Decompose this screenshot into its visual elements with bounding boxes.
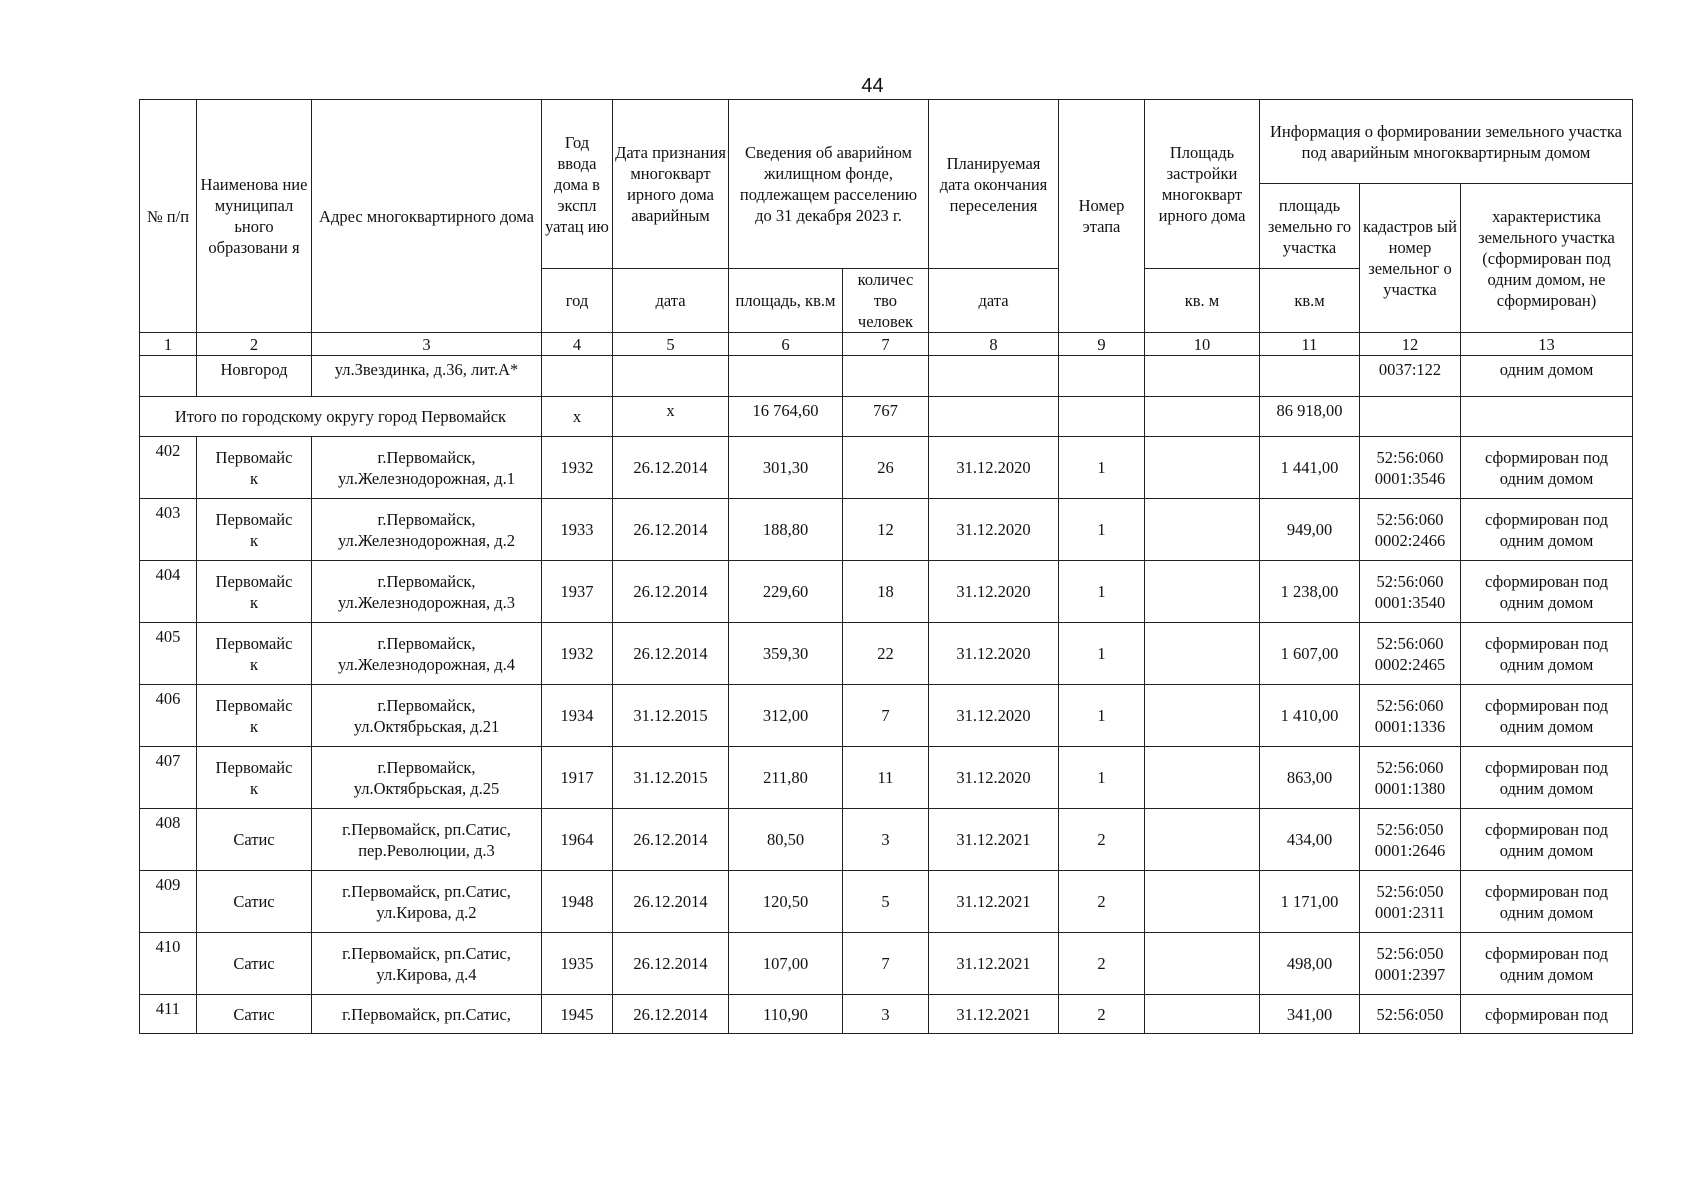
cell-characteristic: одним домом bbox=[1461, 356, 1633, 397]
cell-people: 5 bbox=[843, 871, 929, 933]
cell-date: 26.12.2014 bbox=[613, 809, 729, 871]
cell-municipality: Сатис bbox=[197, 809, 312, 871]
cell-date: 26.12.2014 bbox=[613, 995, 729, 1034]
cell-built-area bbox=[1145, 499, 1260, 561]
header-cell: кадастров ый номер земельног о участка bbox=[1360, 184, 1461, 333]
cell-year: 1935 bbox=[542, 933, 613, 995]
cell-date: 26.12.2014 bbox=[613, 623, 729, 685]
column-number: 3 bbox=[312, 333, 542, 356]
cell-number: 402 bbox=[140, 437, 197, 499]
cell-address: г.Первомайск, ул.Железнодорожная, д.1 bbox=[312, 437, 542, 499]
housing-register-table bbox=[139, 99, 1633, 1034]
total-label: Итого по городскому округу город Первомайск bbox=[140, 397, 542, 437]
header-cell: Информация о формировании земельного участка под аварийным многоквартирным домом bbox=[1260, 100, 1633, 184]
cell-land-area: 341,00 bbox=[1260, 995, 1360, 1034]
cell-planned-date: 31.12.2020 bbox=[929, 685, 1059, 747]
cell-characteristic: сформирован под bbox=[1461, 995, 1633, 1034]
cell-municipality: Первомайс к bbox=[197, 561, 312, 623]
cell bbox=[1059, 397, 1145, 437]
cell-address: г.Первомайск, ул.Октябрьская, д.21 bbox=[312, 685, 542, 747]
cell-area: 211,80 bbox=[729, 747, 843, 809]
cell-area: 301,30 bbox=[729, 437, 843, 499]
cell-year: 1964 bbox=[542, 809, 613, 871]
cell-address: г.Первомайск, ул.Железнодорожная, д.2 bbox=[312, 499, 542, 561]
cell-municipality: Первомайс к bbox=[197, 685, 312, 747]
table-row bbox=[140, 685, 1633, 747]
cell-area: 229,60 bbox=[729, 561, 843, 623]
cell-characteristic: сформирован под одним домом bbox=[1461, 747, 1633, 809]
cell-land-area: 1 410,00 bbox=[1260, 685, 1360, 747]
cell-area: 188,80 bbox=[729, 499, 843, 561]
cell-cadastral: 52:56:060 0002:2466 bbox=[1360, 499, 1461, 561]
carry-over-row bbox=[140, 356, 1633, 397]
cell-characteristic: сформирован под одним домом bbox=[1461, 561, 1633, 623]
header-unit: количес тво человек bbox=[843, 269, 929, 333]
cell-planned-date: 31.12.2020 bbox=[929, 747, 1059, 809]
table-row bbox=[140, 871, 1633, 933]
cell bbox=[1360, 397, 1461, 437]
table-row bbox=[140, 499, 1633, 561]
cell-year: 1933 bbox=[542, 499, 613, 561]
table-row bbox=[140, 747, 1633, 809]
cell-cadastral: 52:56:060 0001:3540 bbox=[1360, 561, 1461, 623]
table-row bbox=[140, 561, 1633, 623]
table-row bbox=[140, 623, 1633, 685]
cell-area: 107,00 bbox=[729, 933, 843, 995]
cell-area: 359,30 bbox=[729, 623, 843, 685]
cell bbox=[1461, 397, 1633, 437]
cell-people: 3 bbox=[843, 995, 929, 1034]
cell-municipality: Сатис bbox=[197, 995, 312, 1034]
cell-date: 31.12.2015 bbox=[613, 747, 729, 809]
cell-municipality: Первомайс к bbox=[197, 747, 312, 809]
cell-people: 7 bbox=[843, 685, 929, 747]
cell-area: 110,90 bbox=[729, 995, 843, 1034]
header-cell: площадь земельно го участка bbox=[1260, 184, 1360, 269]
header-unit: год bbox=[542, 269, 613, 333]
cell-planned-date: 31.12.2021 bbox=[929, 871, 1059, 933]
cell-date: 31.12.2015 bbox=[613, 685, 729, 747]
cell bbox=[1145, 356, 1260, 397]
header-unit: площадь, кв.м bbox=[729, 269, 843, 333]
cell-number: 406 bbox=[140, 685, 197, 747]
cell-planned-date: 31.12.2020 bbox=[929, 499, 1059, 561]
cell-number: 404 bbox=[140, 561, 197, 623]
cell-built-area bbox=[1145, 685, 1260, 747]
cell bbox=[1260, 356, 1360, 397]
cell-land-area: 1 441,00 bbox=[1260, 437, 1360, 499]
cell-area: 312,00 bbox=[729, 685, 843, 747]
cell-year: 1937 bbox=[542, 561, 613, 623]
cell bbox=[729, 356, 843, 397]
cell-year: 1948 bbox=[542, 871, 613, 933]
table-row bbox=[140, 933, 1633, 995]
cell-date: 26.12.2014 bbox=[613, 437, 729, 499]
total-area: 16 764,60 bbox=[729, 397, 843, 437]
column-number: 1 bbox=[140, 333, 197, 356]
cell-stage: 1 bbox=[1059, 623, 1145, 685]
cell-number: 408 bbox=[140, 809, 197, 871]
table-body bbox=[140, 437, 1633, 1034]
cell bbox=[542, 356, 613, 397]
column-number: 8 bbox=[929, 333, 1059, 356]
cell-municipality: Первомайс к bbox=[197, 623, 312, 685]
cell-land-area: 1 171,00 bbox=[1260, 871, 1360, 933]
cell-number: 409 bbox=[140, 871, 197, 933]
cell-cadastral: 52:56:050 0001:2311 bbox=[1360, 871, 1461, 933]
cell-address: г.Первомайск, ул.Октябрьская, д.25 bbox=[312, 747, 542, 809]
cell-characteristic: сформирован под одним домом bbox=[1461, 623, 1633, 685]
cell-stage: 2 bbox=[1059, 995, 1145, 1034]
column-number: 7 bbox=[843, 333, 929, 356]
cell-municipality: Сатис bbox=[197, 871, 312, 933]
cell-number: 411 bbox=[140, 995, 197, 1034]
cell-cadastral: 52:56:060 0001:1336 bbox=[1360, 685, 1461, 747]
cell-built-area bbox=[1145, 561, 1260, 623]
column-number: 13 bbox=[1461, 333, 1633, 356]
header-cell: характеристика земельного участка (сформирован под одним домом, не сформирован) bbox=[1461, 184, 1633, 333]
cell-address: г.Первомайск, ул.Железнодорожная, д.4 bbox=[312, 623, 542, 685]
cell-cadastral: 52:56:050 bbox=[1360, 995, 1461, 1034]
cell bbox=[929, 356, 1059, 397]
total-people: 767 bbox=[843, 397, 929, 437]
cell bbox=[929, 397, 1059, 437]
cell-year: 1945 bbox=[542, 995, 613, 1034]
table-header bbox=[140, 100, 1633, 437]
cell-characteristic: сформирован под одним домом bbox=[1461, 933, 1633, 995]
cell-people: 3 bbox=[843, 809, 929, 871]
cell-cadastral: 52:56:060 0001:1380 bbox=[1360, 747, 1461, 809]
cell-people: 12 bbox=[843, 499, 929, 561]
cell-planned-date: 31.12.2020 bbox=[929, 561, 1059, 623]
cell-people: 22 bbox=[843, 623, 929, 685]
cell-date: 26.12.2014 bbox=[613, 871, 729, 933]
cell-area: 80,50 bbox=[729, 809, 843, 871]
cell-cadastral: 52:56:060 0001:3546 bbox=[1360, 437, 1461, 499]
page-number: 44 bbox=[861, 75, 884, 97]
total-year: x bbox=[542, 397, 613, 437]
cell-stage: 1 bbox=[1059, 747, 1145, 809]
cell-built-area bbox=[1145, 933, 1260, 995]
header-unit: кв.м bbox=[1260, 269, 1360, 333]
column-number: 10 bbox=[1145, 333, 1260, 356]
header-cell: Год ввода дома в экспл уатац ию bbox=[542, 100, 613, 269]
cell-stage: 1 bbox=[1059, 561, 1145, 623]
cell-land-area: 434,00 bbox=[1260, 809, 1360, 871]
cell-address: г.Первомайск, ул.Железнодорожная, д.3 bbox=[312, 561, 542, 623]
cell-municipality: Первомайс к bbox=[197, 437, 312, 499]
cell-people: 18 bbox=[843, 561, 929, 623]
cell-date: 26.12.2014 bbox=[613, 561, 729, 623]
cell-address: г.Первомайск, рп.Сатис, bbox=[312, 995, 542, 1034]
column-number: 5 bbox=[613, 333, 729, 356]
cell-characteristic: сформирован под одним домом bbox=[1461, 809, 1633, 871]
cell-stage: 2 bbox=[1059, 933, 1145, 995]
table-row bbox=[140, 995, 1633, 1034]
column-number: 4 bbox=[542, 333, 613, 356]
cell-planned-date: 31.12.2020 bbox=[929, 623, 1059, 685]
cell-cadastral: 52:56:050 0001:2397 bbox=[1360, 933, 1461, 995]
total-row bbox=[140, 397, 1633, 437]
cell-planned-date: 31.12.2021 bbox=[929, 933, 1059, 995]
header-unit: кв. м bbox=[1145, 269, 1260, 333]
cell-address: ул.Звездинка, д.36, лит.А* bbox=[312, 356, 542, 397]
cell-built-area bbox=[1145, 747, 1260, 809]
cell-cadastral: 0037:122 bbox=[1360, 356, 1461, 397]
total-date: x bbox=[613, 397, 729, 437]
column-number: 2 bbox=[197, 333, 312, 356]
header-cell: Номер этапа bbox=[1059, 100, 1145, 333]
header-cell: Планируемая дата окончания переселения bbox=[929, 100, 1059, 269]
cell-stage: 1 bbox=[1059, 437, 1145, 499]
cell-address: г.Первомайск, рп.Сатис, пер.Революции, д.3 bbox=[312, 809, 542, 871]
cell-area: 120,50 bbox=[729, 871, 843, 933]
column-number: 9 bbox=[1059, 333, 1145, 356]
cell-built-area bbox=[1145, 871, 1260, 933]
cell-people: 11 bbox=[843, 747, 929, 809]
table-row bbox=[140, 437, 1633, 499]
cell-land-area: 1 238,00 bbox=[1260, 561, 1360, 623]
cell-stage: 2 bbox=[1059, 809, 1145, 871]
cell-number: 407 bbox=[140, 747, 197, 809]
cell-municipality: Сатис bbox=[197, 933, 312, 995]
header-cell: Наименова ние муниципал ьного образовани я bbox=[197, 100, 312, 333]
cell-number: 403 bbox=[140, 499, 197, 561]
cell-address: г.Первомайск, рп.Сатис, ул.Кирова, д.4 bbox=[312, 933, 542, 995]
cell-land-area: 863,00 bbox=[1260, 747, 1360, 809]
cell-cadastral: 52:56:050 0001:2646 bbox=[1360, 809, 1461, 871]
cell bbox=[140, 356, 197, 397]
column-number: 11 bbox=[1260, 333, 1360, 356]
header-cell: Адрес многоквартирного дома bbox=[312, 100, 542, 333]
cell-characteristic: сформирован под одним домом bbox=[1461, 499, 1633, 561]
cell bbox=[843, 356, 929, 397]
cell-planned-date: 31.12.2021 bbox=[929, 809, 1059, 871]
cell-built-area bbox=[1145, 437, 1260, 499]
cell-year: 1932 bbox=[542, 623, 613, 685]
cell-year: 1934 bbox=[542, 685, 613, 747]
cell-year: 1932 bbox=[542, 437, 613, 499]
cell-stage: 2 bbox=[1059, 871, 1145, 933]
cell-characteristic: сформирован под одним домом bbox=[1461, 685, 1633, 747]
cell-land-area: 949,00 bbox=[1260, 499, 1360, 561]
cell-characteristic: сформирован под одним домом bbox=[1461, 437, 1633, 499]
cell-number: 410 bbox=[140, 933, 197, 995]
cell-people: 26 bbox=[843, 437, 929, 499]
cell-stage: 1 bbox=[1059, 499, 1145, 561]
cell-municipality: Первомайс к bbox=[197, 499, 312, 561]
cell bbox=[1145, 397, 1260, 437]
cell bbox=[1059, 356, 1145, 397]
table-row bbox=[140, 809, 1633, 871]
cell-year: 1917 bbox=[542, 747, 613, 809]
header-unit: дата bbox=[929, 269, 1059, 333]
column-number: 12 bbox=[1360, 333, 1461, 356]
cell-people: 7 bbox=[843, 933, 929, 995]
total-land-area: 86 918,00 bbox=[1260, 397, 1360, 437]
cell-stage: 1 bbox=[1059, 685, 1145, 747]
cell-built-area bbox=[1145, 623, 1260, 685]
cell-date: 26.12.2014 bbox=[613, 499, 729, 561]
cell-cadastral: 52:56:060 0002:2465 bbox=[1360, 623, 1461, 685]
header-cell: Сведения об аварийном жилищном фонде, подлежащем расселению до 31 декабря 2023 г. bbox=[729, 100, 929, 269]
cell-characteristic: сформирован под одним домом bbox=[1461, 871, 1633, 933]
column-number: 6 bbox=[729, 333, 843, 356]
header-cell: Дата признания многокварт ирного дома аварийным bbox=[613, 100, 729, 269]
cell-land-area: 1 607,00 bbox=[1260, 623, 1360, 685]
cell-municipality: Новгород bbox=[197, 356, 312, 397]
header-unit: дата bbox=[613, 269, 729, 333]
cell-built-area bbox=[1145, 995, 1260, 1034]
cell-number: 405 bbox=[140, 623, 197, 685]
cell-address: г.Первомайск, рп.Сатис, ул.Кирова, д.2 bbox=[312, 871, 542, 933]
cell-date: 26.12.2014 bbox=[613, 933, 729, 995]
cell-planned-date: 31.12.2021 bbox=[929, 995, 1059, 1034]
cell-built-area bbox=[1145, 809, 1260, 871]
cell bbox=[613, 356, 729, 397]
cell-land-area: 498,00 bbox=[1260, 933, 1360, 995]
header-cell: № п/п bbox=[140, 100, 197, 333]
cell-planned-date: 31.12.2020 bbox=[929, 437, 1059, 499]
header-cell: Площадь застройки многокварт ирного дома bbox=[1145, 100, 1260, 269]
